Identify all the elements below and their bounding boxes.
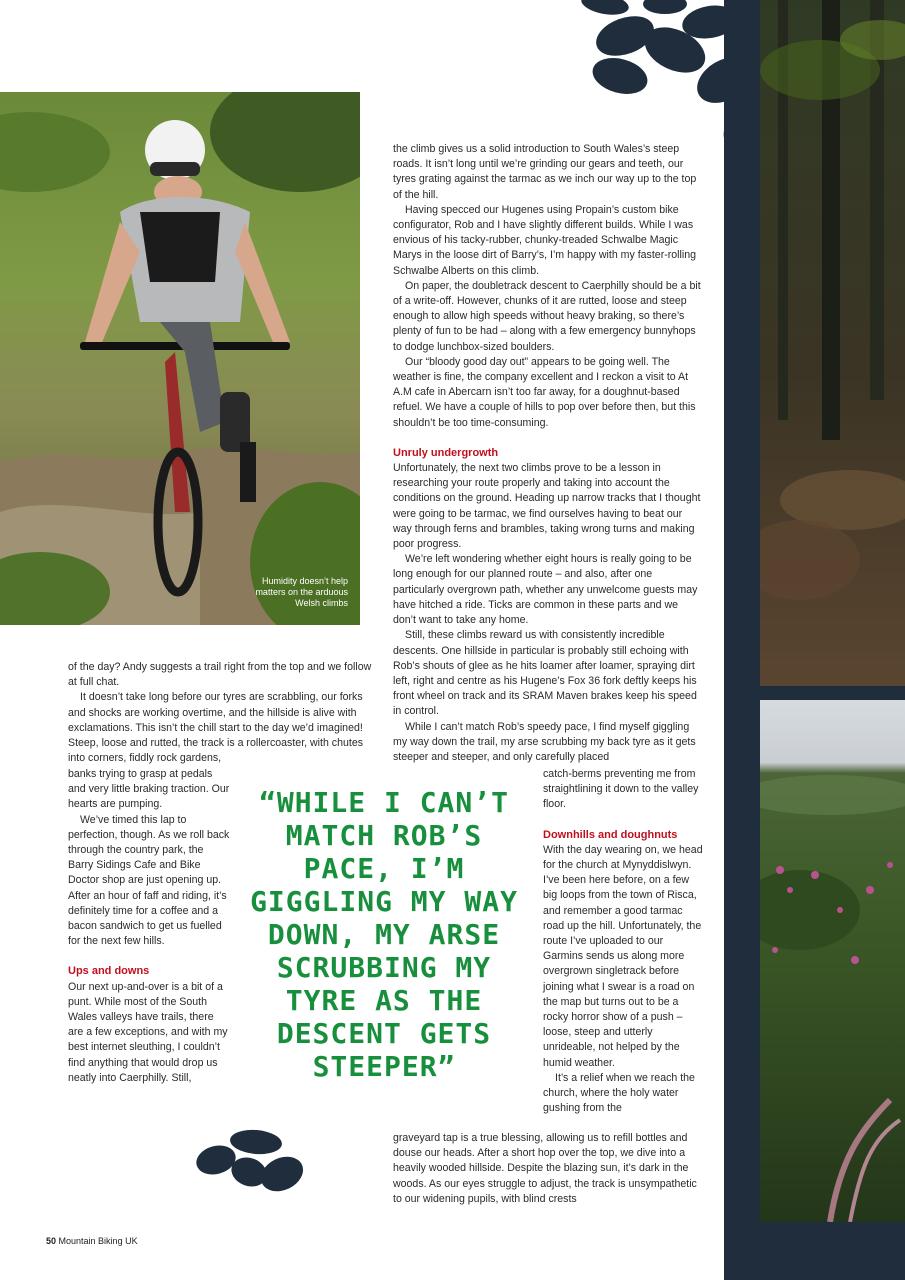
paragraph-gap bbox=[68, 949, 230, 964]
body-paragraph: It doesn’t take long before our tyres are scrabbling, our forks and shocks are working overtime, and the hillside is alive with exclamations. This isn’t the chill start to the day we’d imagined! Steep, loose and rutted, the track is a rollercoaster, with chutes into corners, fiddly rock gardens, bbox=[68, 691, 364, 765]
magazine-name: Mountain Biking UK bbox=[58, 1236, 138, 1246]
valley-flowers-photo bbox=[760, 700, 905, 1222]
paragraph-gap bbox=[543, 813, 705, 828]
body-paragraph: On paper, the doubletrack descent to Caerphilly should be a bit of a write-off. However, chunks of it are rutted, loose and steep enough to allow high speeds without heavy braking, so there’s plenty of fun to be had – along with a few emergency bunnyhops to dodge lunchbox-sized boulders. bbox=[393, 279, 701, 353]
rider-climbing-photo bbox=[0, 92, 360, 625]
body-paragraph: With the day wearing on, we head for the church at Mynyddislwyn. I’ve been here before, on a few big loops from the town of Risca, and remember a good tarmac road up the hill. Unfortunately, the route I’ve uploaded to our Garmins sends us along more overgrown singletrack before joining what I swear is a road on the map but turns out to be a rocky horror show of a push – loose, steep and utterly unrideable, not helped by the humid weather. bbox=[543, 843, 703, 1069]
body-paragraph: banks trying to grasp at pedals and very little braking traction. Our hearts are pumping. bbox=[68, 768, 230, 811]
body-text-right-narrow bbox=[543, 767, 705, 1116]
body-paragraph: graveyard tap is a true blessing, allowing us to refill bottles and douse our heads. After a short hop over the top, we dive into a heavily wooded hillside. Despite the blazing sun, it’s dark in the woods. As our eyes struggle to adjust, the track is unsympathetic to our widening pupils, with blind crests bbox=[393, 1132, 697, 1205]
body-paragraph: Unfortunately, the next two climbs prove to be a lesson in researching your route properly and taking into account the conditions on the ground. Heading up narrow tracks that I thought were going to be tarmac, we find ourselves having to beat our way through ferns and brambles, taking wrong turns and making poor progress. bbox=[393, 462, 701, 551]
body-paragraph: It’s a relief when we reach the church, where the holy water gushing from the bbox=[543, 1071, 695, 1115]
body-paragraph: the climb gives us a solid introduction to South Wales’s steep roads. It isn’t long until we’re grinding our gears and teeth, our tyres grating against the tarmac as we inch our way up to the top of the hill. bbox=[393, 143, 697, 201]
section-heading: Ups and downs bbox=[68, 965, 150, 978]
body-paragraph: of the day? Andy suggests a trail right from the top and we follow at full chat. bbox=[68, 661, 372, 689]
pull-quote: “WHILE I CAN’T MATCH ROB’S PACE, I’M GIGGLING MY WAY DOWN, MY ARSE SCRUBBING MY TYRE AS THE DESCENT GETS STEEPER” bbox=[250, 786, 518, 1083]
page-number: 50 bbox=[46, 1236, 57, 1246]
forest-trail-photo bbox=[760, 0, 905, 686]
rock-pattern-decoration bbox=[194, 1124, 308, 1196]
photo-caption: Humidity doesn’t help matters on the arduous Welsh climbs bbox=[255, 576, 348, 608]
body-text-bottom bbox=[393, 1131, 703, 1207]
body-text-left-top bbox=[68, 660, 378, 766]
body-paragraph: Still, these climbs reward us with consistently incredible descents. One hillside in particular is probably still echoing with Rob’s shouts of glee as he hits loamer after loamer, spraying dirt left, right and centre as his Hugene’s Fox 36 fork deftly keeps his front wheel on track and its SRAM Maven brakes keep his speed in control. bbox=[393, 629, 697, 718]
body-paragraph: catch-berms preventing me from straightlining it down to the valley floor. bbox=[543, 768, 699, 811]
body-paragraph: Our “bloody good day out” appears to be going well. The weather is fine, the company excellent and I reckon a visit to At A.M cafe in Abercarn isn’t too far away, for a doughnut-based refuel. We have a couple of hills to pop over before then, but this shouldn’t be too time-consuming. bbox=[393, 355, 696, 429]
body-paragraph: We’ve timed this lap to perfection, though. As we roll back through the country park, the Barry Sidings Cafe and Bike Doctor shop are just opening up. After an hour of faff and riding, it’s definitely time for a coffee and a bacon sandwich to get us fuelled for the next few hills. bbox=[68, 813, 230, 948]
body-paragraph: While I can’t match Rob’s speedy pace, I find myself giggling my way down the trail, my arse scrubbing my back tyre as it gets steeper and steeper, and only carefully placed bbox=[393, 720, 696, 763]
page-folio bbox=[46, 1236, 138, 1246]
section-heading: Downhills and doughnuts bbox=[543, 828, 678, 841]
section-heading: Unruly undergrowth bbox=[393, 446, 499, 459]
body-paragraph: We’re left wondering whether eight hours is really going to be long enough for our planned route – and also, after one particularly overgrown path, whether any unwelcome guests may have hitched a ride. Ticks are common in these parts and we don’t want to take any home. bbox=[393, 553, 698, 627]
body-paragraph: Having specced our Hugenes using Propain’s custom bike configurator, Rob and I have slightly different builds. While I was envious of his tacky-rubber, chunky-treaded Schwalbe Magic Marys in the loose dirt of Barry’s, I’m happy with my faster-rolling Schwalbe Alberts on this climb. bbox=[393, 203, 697, 277]
body-text-left-narrow bbox=[68, 767, 230, 1086]
body-text-right-top bbox=[393, 142, 703, 765]
body-paragraph: Our next up-and-over is a bit of a punt. While most of the South Wales valleys have trails, there are a few exceptions, and with my best internet sleuthing, I couldn’t find anything that would drop us neatly into Caerphilly. Still, bbox=[68, 980, 228, 1084]
paragraph-gap bbox=[393, 431, 703, 446]
